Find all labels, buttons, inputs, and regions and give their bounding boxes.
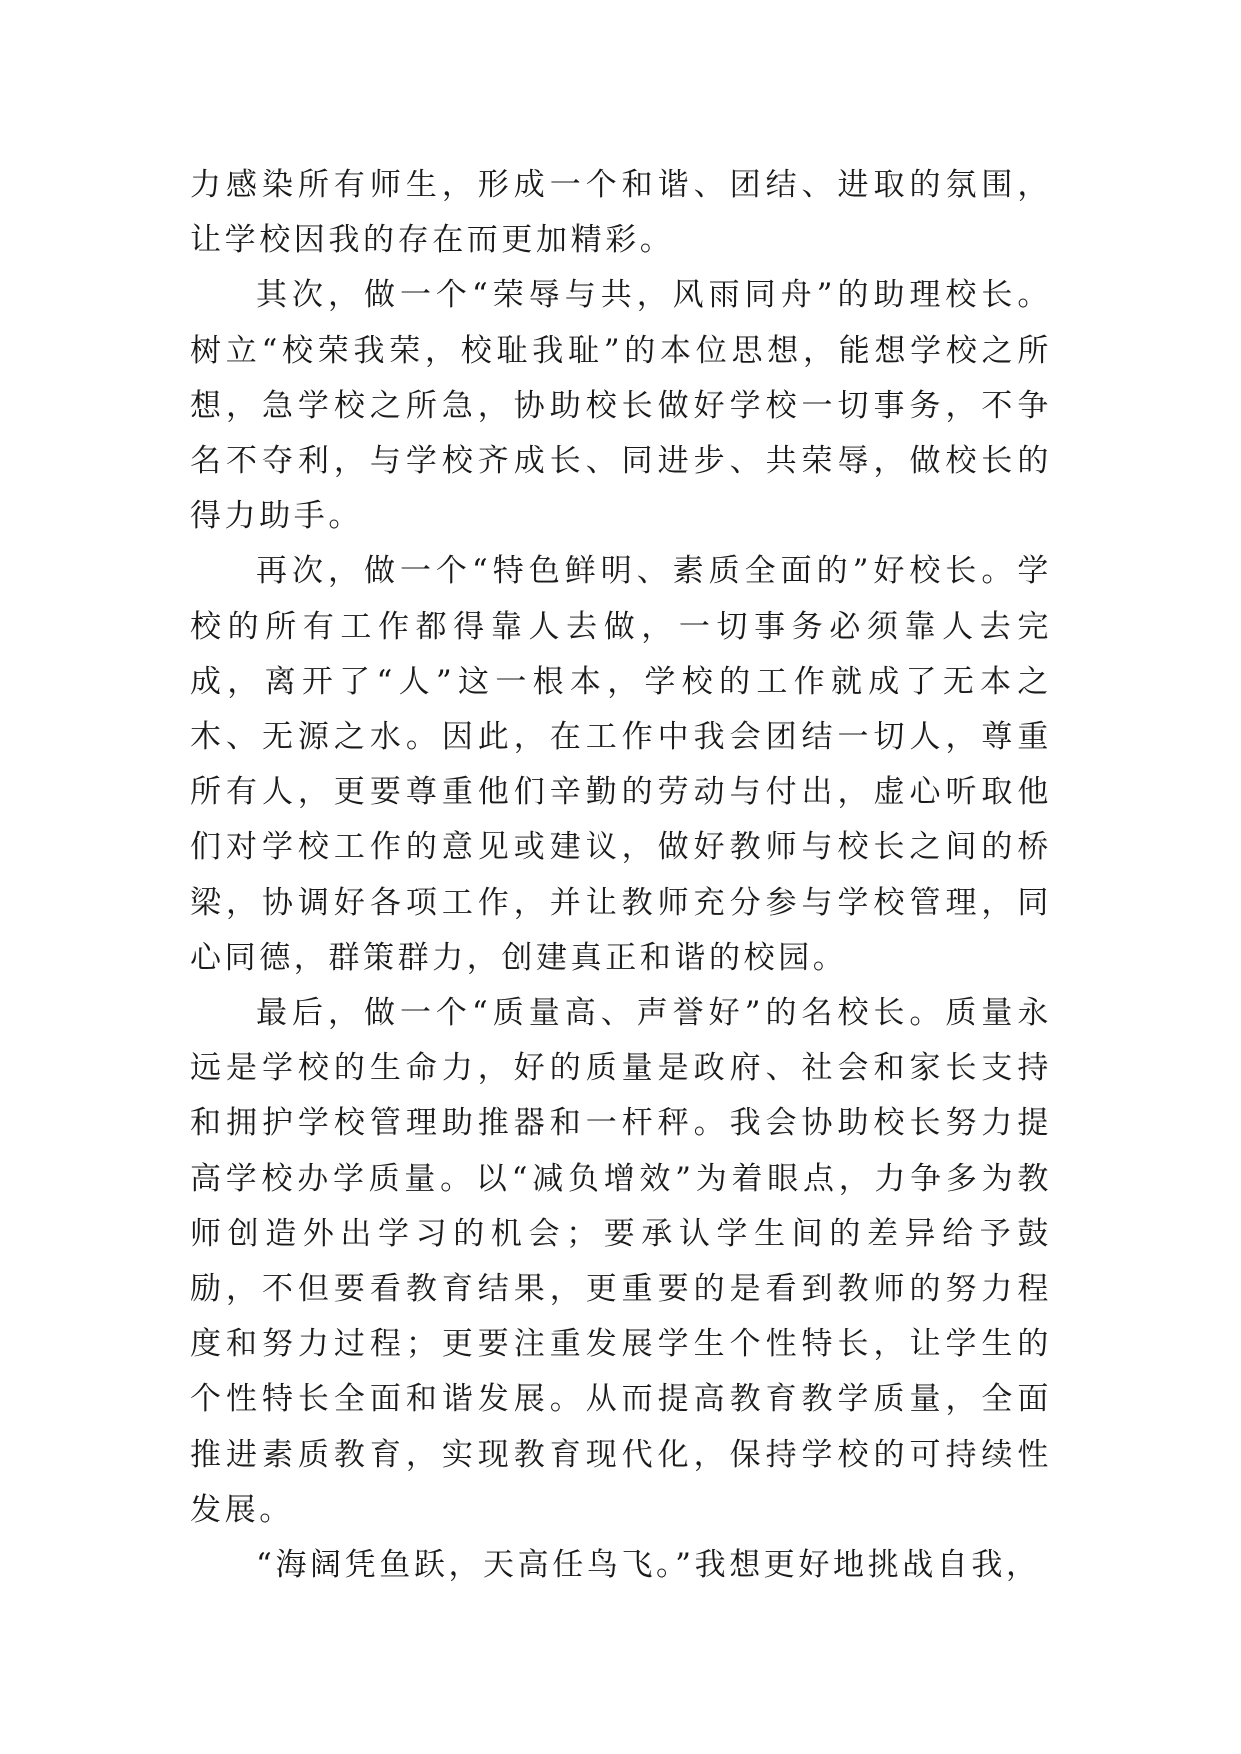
paragraph-5: “海阔凭鱼跃，天高任鸟飞。”我想更好地挑战自我， [256,1547,1041,1584]
paragraph-1: 力感染所有师生，形成一个和谐、团结、进取的氛围，让学校因我的存在而更加精彩。 [190,167,1052,259]
document-body [190,158,1052,1593]
paragraph-3: 再次，做一个“特色鲜明、素质全面的”好校长。学校的所有工作都得靠人去做，一切事务必须靠人去完成，离开了“人”这一根本，学校的工作就成了无本之木、无源之水。因此，在工作中我会团结一切人，尊重所有人，更要尊重他们辛勤的劳动与付出，虚心听取他们对学校工作的意见或建议，做好教师与校长之间的桥梁，协调好各项工作，并让教师充分参与学校管理，同心同德，群策群力，创建真正和谐的校园。 [190,553,1052,976]
paragraph-2: 其次，做一个“荣辱与共，风雨同舟”的助理校长。树立“校荣我荣，校耻我耻”的本位思想，能想学校之所想，急学校之所急，协助校长做好学校一切事务，不争名不夺利，与学校齐成长、同进步、共荣辱，做校长的得力助手。 [190,277,1052,535]
paragraph-4: 最后，做一个“质量高、声誉好”的名校长。质量永远是学校的生命力，好的质量是政府、社会和家长支持和拥护学校管理助推器和一杆秤。我会协助校长努力提高学校办学质量。以“减负增效”为着眼点，力争多为教师创造外出学习的机会；要承认学生间的差异给予鼓励，不但要看教育结果，更重要的是看到教师的努力程度和努力过程；更要注重发展学生个性特长，让学生的个性特长全面和谐发展。从而提高教育教学质量，全面推进素质教育，实现教育现代化，保持学校的可持续性发展。 [190,995,1052,1528]
